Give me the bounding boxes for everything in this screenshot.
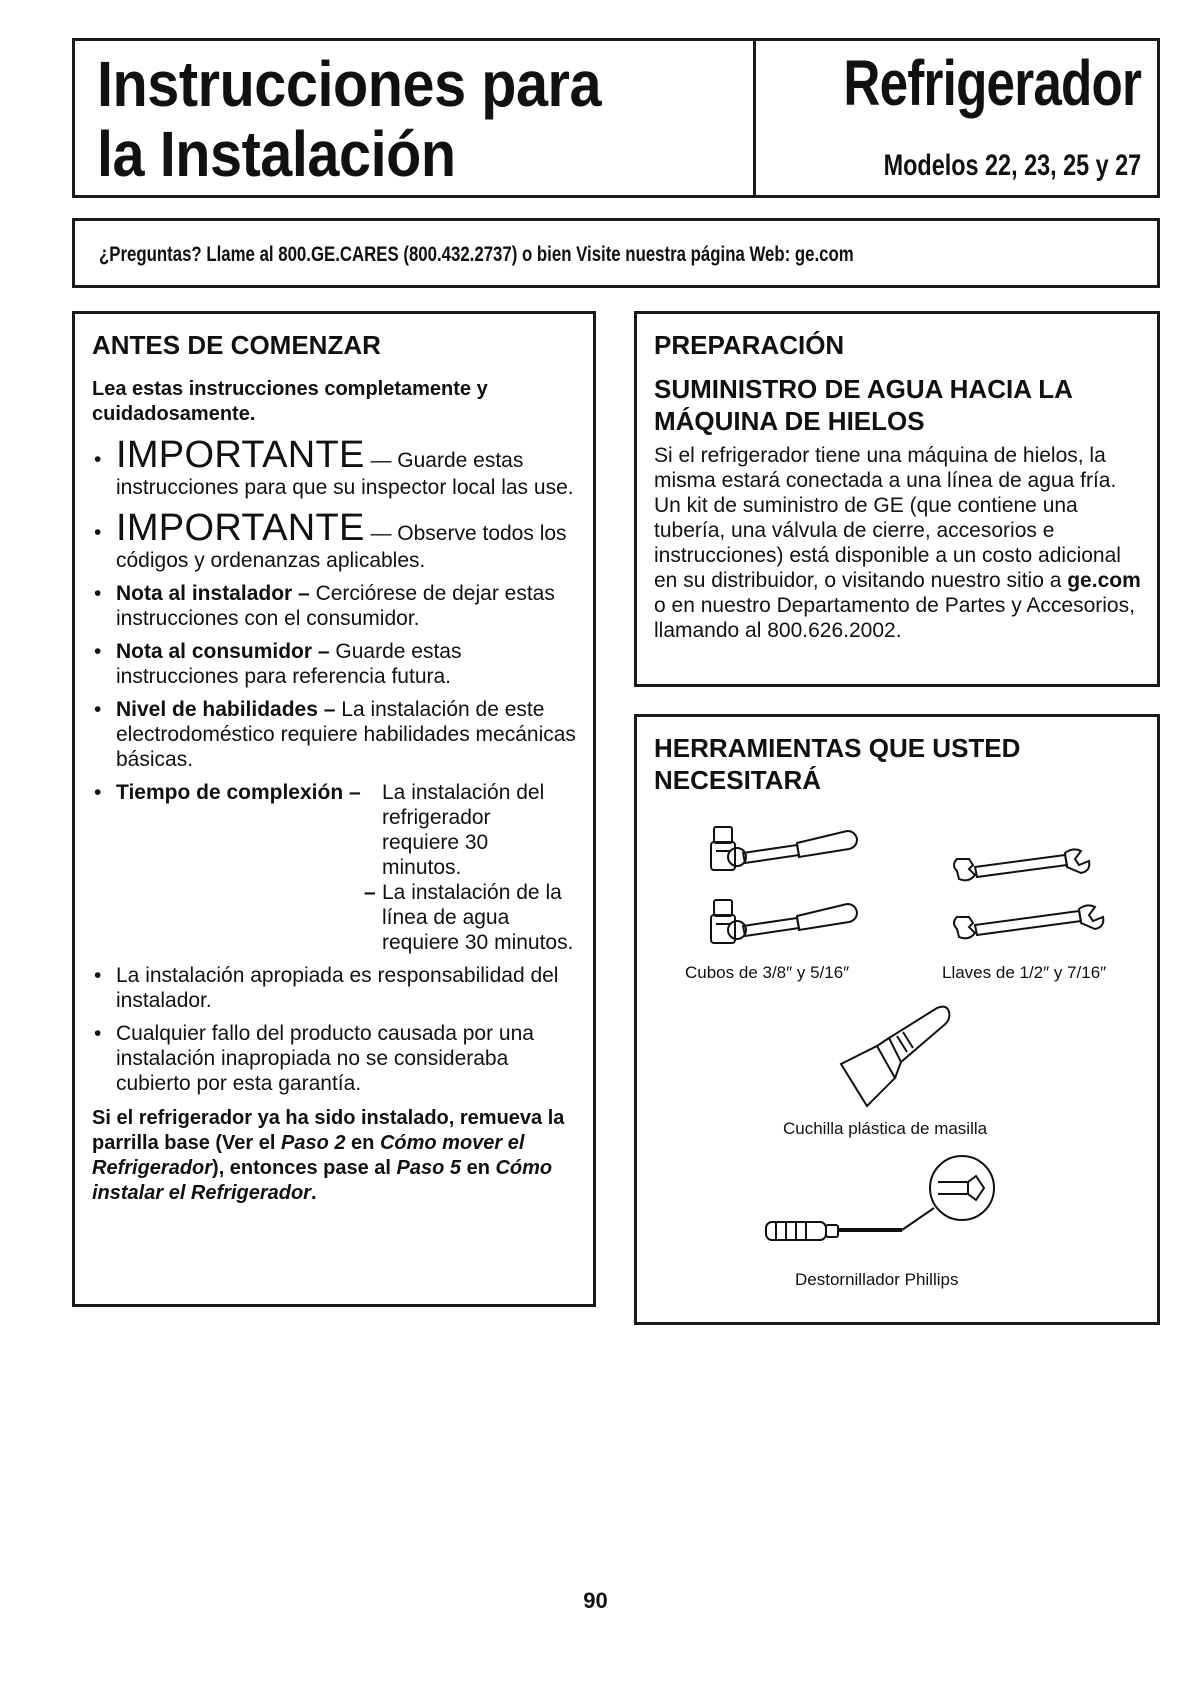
- wrenches-caption: Llaves de 1/2″ y 7/16″: [942, 963, 1107, 982]
- closing-text: Si el refrigerador ya ha sido instalado, remueva la parrilla base (Ver el: [92, 1107, 565, 1154]
- list-item-completion-time: • Tiempo de complexión – La instalación del refrigerador requiere 30 minutos. – La instalación de la línea de agua requiere 30 minutos.: [94, 781, 574, 954]
- open-end-wrench-illustration: [947, 847, 1117, 957]
- phillips-screwdriver-illustration: [762, 1152, 1012, 1262]
- time-text-water-line: La instalación de la línea de agua requiere 30 minutos.: [382, 881, 574, 954]
- before-start-intro: Lea estas instrucciones completamente y cuidadosamente.: [92, 378, 488, 425]
- water-supply-subtitle: SUMINISTRO DE AGUA HACIA LA MÁQUINA DE HIELOS: [654, 374, 1072, 436]
- time-text-fridge: La instalación del refrigerador requiere 30 minutos.: [382, 781, 545, 879]
- list-item-important-2: • IMPORTANTE — Observe todos los códigos y ordenanzas aplicables.: [94, 507, 567, 572]
- document-header: [72, 38, 1160, 198]
- water-supply-text: Si el refrigerador tiene una máquina de hielos, la misma estará conectada a una línea de agua fría. Un kit de suministro de GE (que contiene una tubería, una válvula de cierre, accesorios e instrucciones) está disponible a un costo adicional en su distribuidor, o visitando nuestro sitio a: [654, 444, 1121, 592]
- contact-bar: [72, 218, 1160, 288]
- important-text: — Guarde estas instrucciones para que su inspector local las use.: [116, 449, 574, 499]
- preparation-title: PREPARACIÓN: [654, 330, 845, 360]
- closing-note: [92, 1106, 581, 1206]
- preparation-section: [634, 311, 1160, 687]
- closing-step-ref: Paso 5: [396, 1157, 462, 1179]
- list-item-proper-install: • La instalación apropiada es responsabilidad del instalador.: [94, 964, 559, 1012]
- page-number: 90: [583, 1588, 608, 1613]
- important-label: IMPORTANTE: [116, 507, 365, 549]
- header-divider: [753, 41, 756, 195]
- water-supply-text: o en nuestro Departamento de Partes y Accesorios, llamando al 800.626.2002.: [654, 594, 1135, 642]
- important-text: — Observe todos los códigos y ordenanzas aplicables.: [116, 522, 567, 572]
- skill-text: La instalación de este electrodoméstico requiere habilidades mecánicas básicas.: [116, 698, 576, 771]
- list-item-failure: • Cualquier fallo del producto causada por una instalación inapropiada no se consideraba cubierto por esta garantía.: [94, 1022, 534, 1095]
- closing-section-ref: Cómo mover el Refrigerador: [92, 1132, 525, 1179]
- closing-text: ), entonces pase al: [212, 1157, 397, 1179]
- list-item-note-consumer: • Nota al consumidor – Guarde estas instrucciones para referencia futura.: [94, 640, 462, 688]
- skill-label: Nivel de habilidades –: [116, 698, 336, 721]
- note-consumer-text: Guarde estas instrucciones para referencia futura.: [116, 640, 462, 688]
- sockets-caption: Cubos de 3/8″ y 5/16″: [685, 963, 850, 982]
- list-item-skill-level: • Nivel de habilidades – La instalación de este electrodoméstico requiere habilidades mecánicas básicas.: [94, 698, 576, 771]
- water-supply-body: [654, 443, 1145, 643]
- putty-knife-caption: Cuchilla plástica de masilla: [783, 1119, 988, 1138]
- model-numbers: Modelos 22, 23, 25 y 27: [883, 149, 1141, 182]
- note-installer-label: Nota al instalador –: [116, 582, 310, 605]
- putty-knife-illustration: [837, 1002, 967, 1112]
- title-line-2: la Instalación: [97, 118, 456, 190]
- tools-title: HERRAMIENTAS QUE USTED NECESITARÁ: [654, 733, 1021, 795]
- tools-section: [634, 714, 1160, 1325]
- before-start-list: [92, 435, 581, 1096]
- document-title: [97, 49, 682, 189]
- time-label: Tiempo de complexión –: [116, 781, 361, 804]
- product-name: Refrigerador: [843, 47, 1141, 119]
- note-consumer-label: Nota al consumidor –: [116, 640, 330, 663]
- before-start-title: ANTES DE COMENZAR: [92, 330, 381, 360]
- website-link: ge.com: [1067, 569, 1141, 592]
- list-item-note-installer: • Nota al instalador – Cerciórese de dejar estas instrucciones con el consumidor.: [94, 582, 555, 630]
- list-item-important-1: • IMPORTANTE — Guarde estas instrucciones para que su inspector local las use.: [94, 434, 574, 499]
- closing-text: en: [461, 1157, 496, 1179]
- closing-text: en: [345, 1132, 380, 1154]
- title-line-1: Instrucciones para: [97, 48, 602, 120]
- closing-section-ref: Cómo instalar el Refrigerador: [92, 1157, 553, 1204]
- contact-text: ¿Preguntas? Llame al 800.GE.CARES (800.432.2737) o bien Visite nuestra página Web: ge.com: [99, 243, 854, 266]
- closing-text: .: [310, 1182, 317, 1204]
- proper-install-text: La instalación apropiada es responsabilidad del instalador.: [116, 964, 559, 1012]
- screwdriver-caption: Destornillador Phillips: [795, 1270, 959, 1289]
- failure-text: Cualquier fallo del producto causada por una instalación inapropiada no se consideraba cubierto por esta garantía.: [116, 1022, 534, 1095]
- socket-wrench-illustration: [697, 817, 877, 957]
- important-label: IMPORTANTE: [116, 434, 365, 476]
- before-start-section: [72, 311, 596, 1307]
- closing-step-ref: Paso 2: [281, 1132, 346, 1154]
- note-installer-text: Cerciórese de dejar estas instrucciones con el consumidor.: [116, 582, 555, 630]
- time-dash: –: [364, 881, 376, 904]
